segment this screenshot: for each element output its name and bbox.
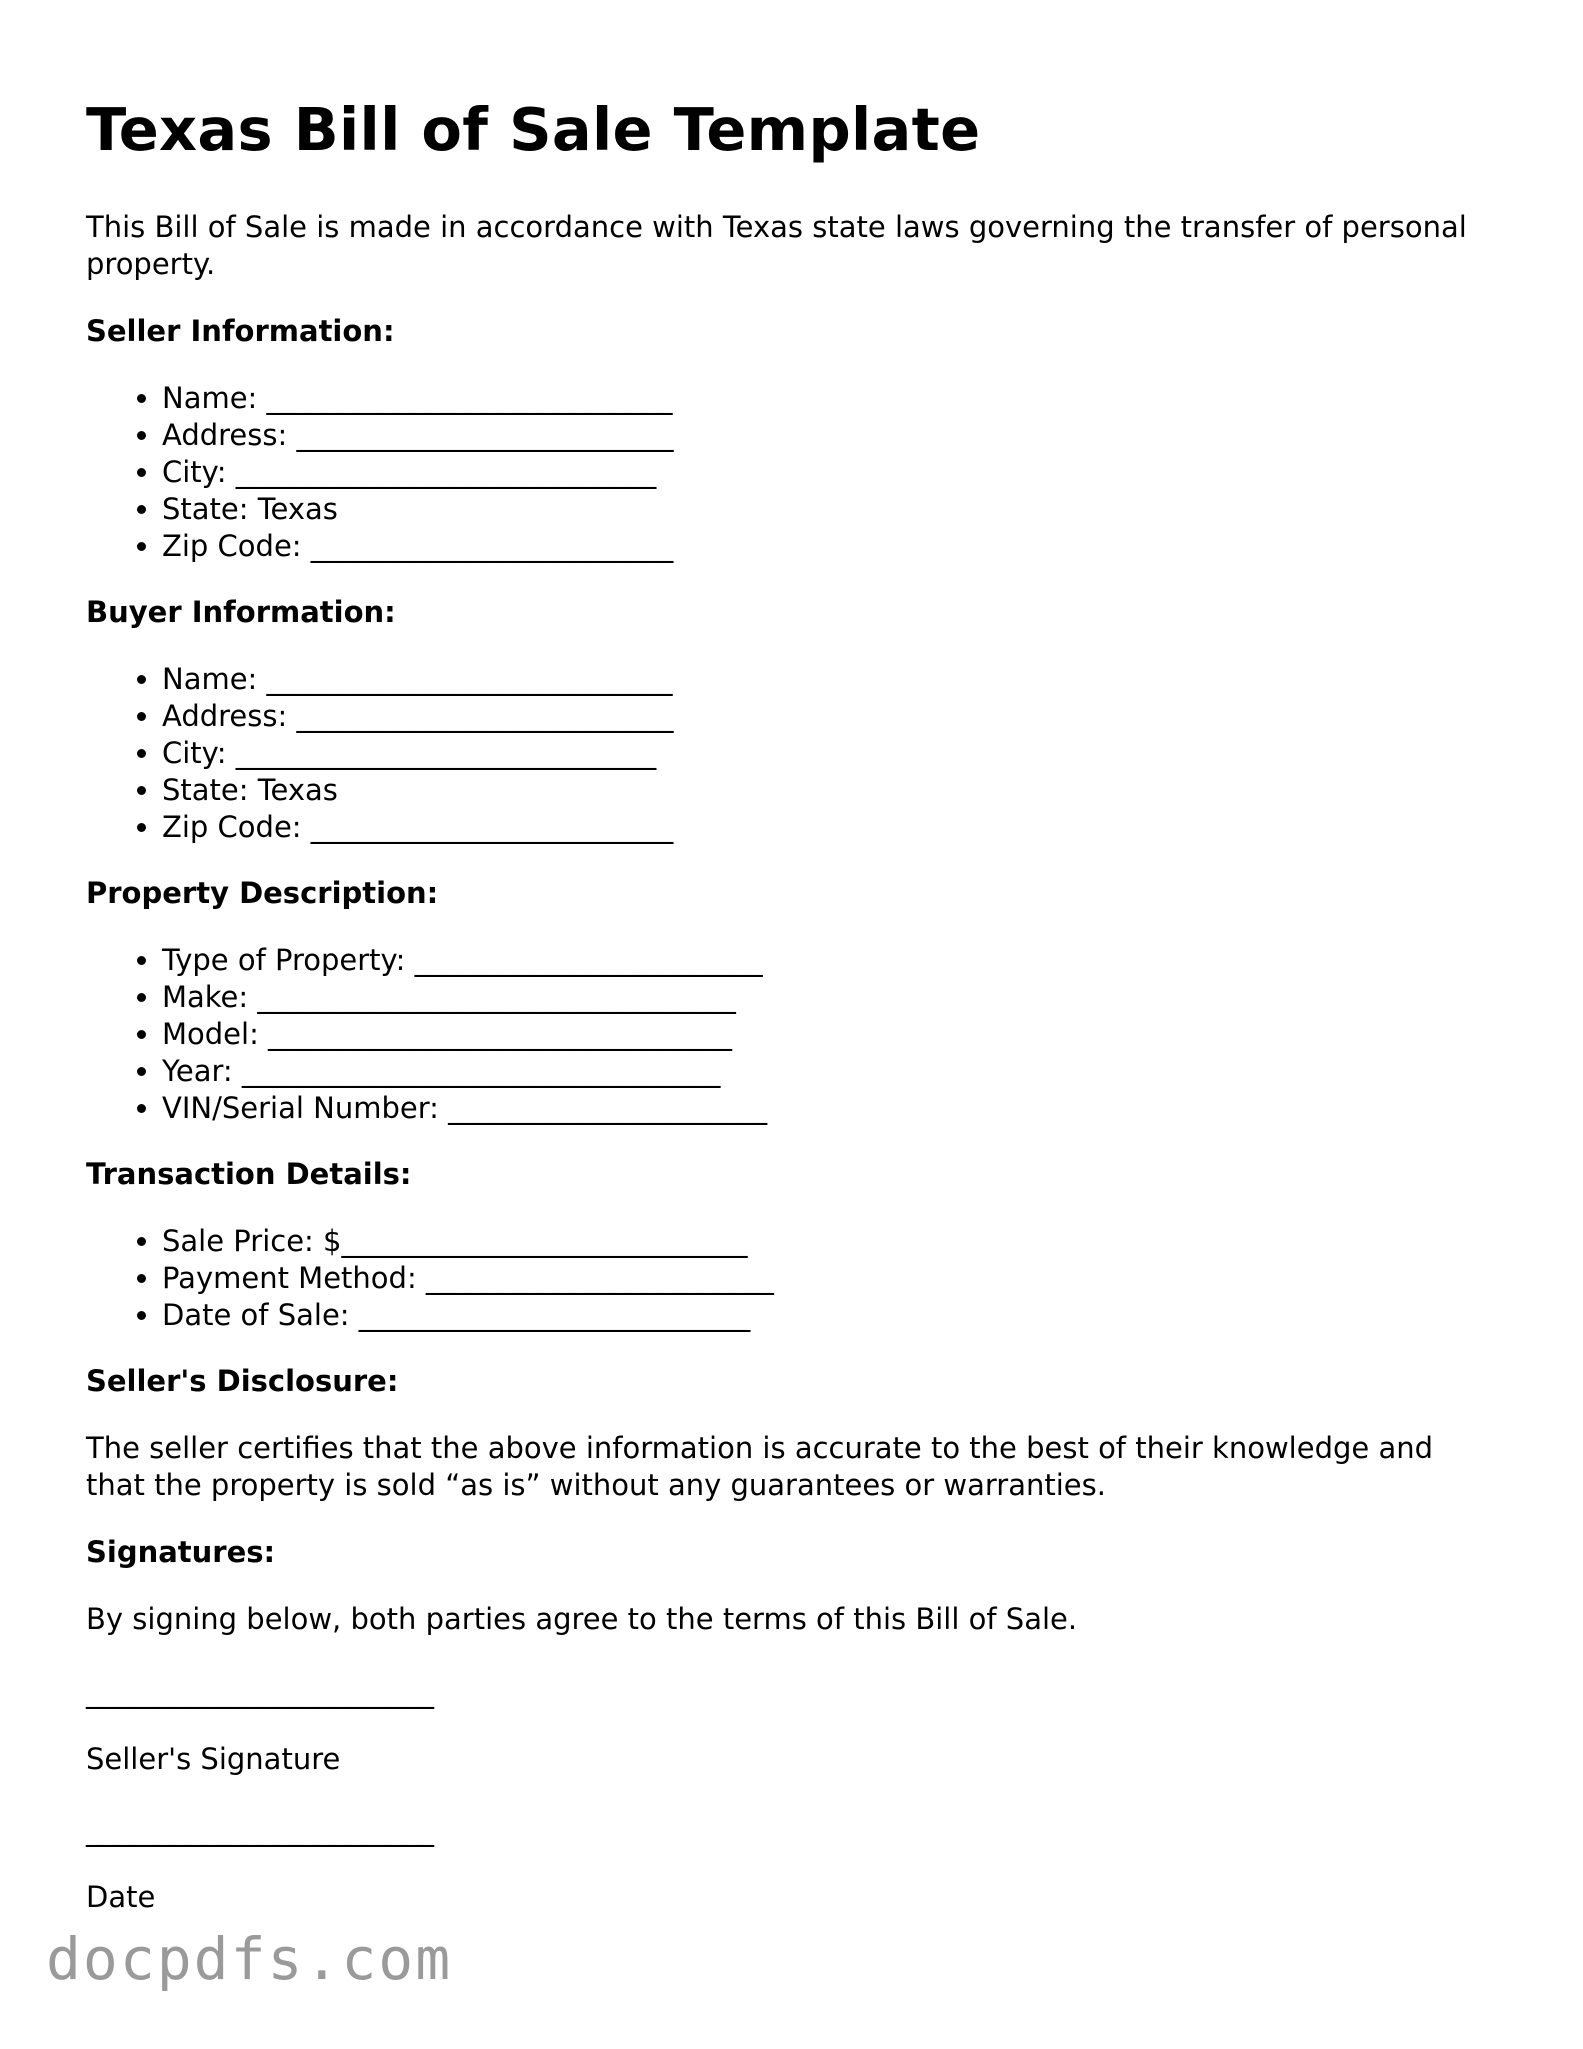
buyer-list	[86, 661, 1496, 846]
seller-signature-line: ________________________	[86, 1675, 434, 1709]
property-make-field: • Make: _________________________________	[162, 979, 1496, 1016]
property-vin-field: • VIN/Serial Number: ______________________	[162, 1090, 1496, 1127]
buyer-heading: Buyer Information:	[86, 595, 396, 629]
transaction-heading: Transaction Details:	[86, 1157, 412, 1191]
disclosure-heading: Seller's Disclosure:	[86, 1364, 399, 1398]
seller-city-field: • City: _____________________________	[162, 454, 1496, 491]
payment-method-field: • Payment Method: ________________________	[162, 1260, 1496, 1297]
seller-zip-field: • Zip Code: _________________________	[162, 528, 1496, 565]
seller-list	[86, 380, 1496, 565]
document-page	[86, 95, 1496, 1950]
seller-signature-label: Seller's Signature	[86, 1742, 341, 1776]
date-signature-label: Date	[86, 1880, 156, 1914]
property-type-field: • Type of Property: ________________________	[162, 942, 1496, 979]
date-of-sale-field: • Date of Sale: ___________________________	[162, 1297, 1496, 1334]
intro-paragraph: This Bill of Sale is made in accordance with Texas state laws governing the transfer of personal property.	[86, 210, 1467, 281]
date-signature-line: ________________________	[86, 1813, 434, 1847]
buyer-city-field: • City: _____________________________	[162, 735, 1496, 772]
buyer-zip-field: • Zip Code: _________________________	[162, 809, 1496, 846]
seller-name-field: • Name: ____________________________	[162, 380, 1496, 417]
seller-state-field: • State: Texas	[162, 491, 1496, 528]
property-year-field: • Year: _________________________________	[162, 1053, 1496, 1090]
watermark-text: docpdfs.com	[46, 1925, 453, 1993]
seller-address-field: • Address: __________________________	[162, 417, 1496, 454]
property-model-field: • Model: ________________________________	[162, 1016, 1496, 1053]
transaction-list	[86, 1223, 1496, 1334]
buyer-state-field: • State: Texas	[162, 772, 1496, 809]
signatures-heading: Signatures:	[86, 1535, 276, 1569]
seller-heading: Seller Information:	[86, 314, 395, 348]
page-title: Texas Bill of Sale Template	[86, 95, 981, 164]
disclosure-paragraph: The seller certifies that the above information is accurate to the best of their knowledge and that the property is sold “as is” without any guarantees or warranties.	[86, 1431, 1433, 1502]
signatures-paragraph: By signing below, both parties agree to the terms of this Bill of Sale.	[86, 1602, 1078, 1636]
buyer-address-field: • Address: __________________________	[162, 698, 1496, 735]
buyer-name-field: • Name: ____________________________	[162, 661, 1496, 698]
property-list	[86, 942, 1496, 1127]
property-heading: Property Description:	[86, 876, 439, 910]
sale-price-field: • Sale Price: $____________________________	[162, 1223, 1496, 1260]
